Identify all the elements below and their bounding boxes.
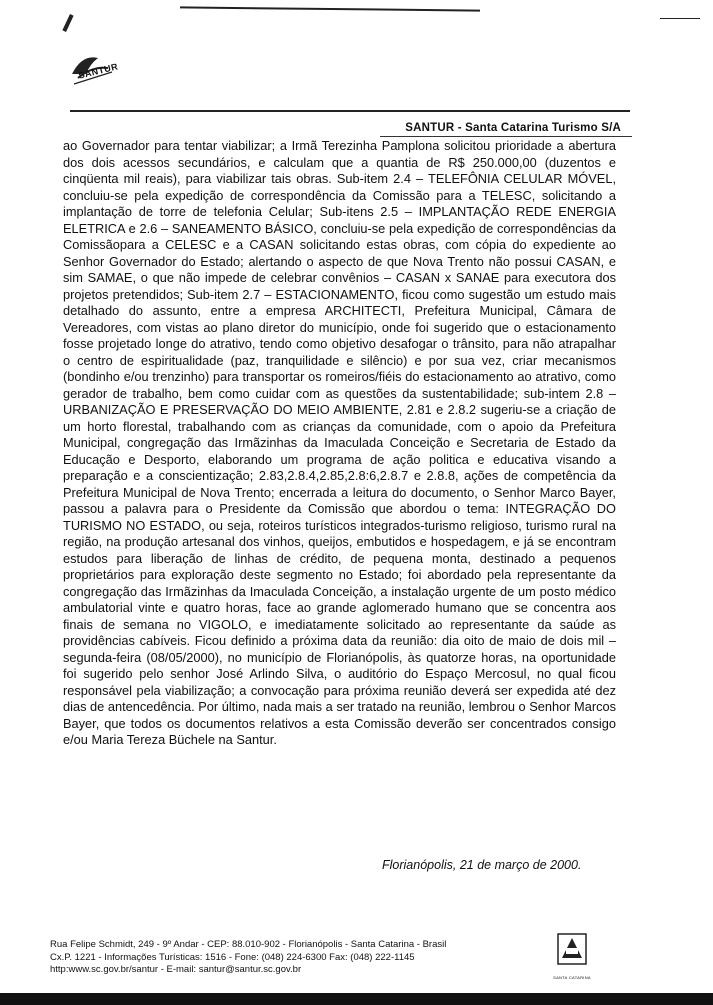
minutes-body <box>63 138 616 749</box>
logo-text: SANTUR <box>77 61 120 81</box>
footer-line-phone: Cx.P. 1221 - Informações Turísticas: 1516 - Fone: (048) 224-6300 Fax: (048) 222-1145 <box>50 951 415 963</box>
minutes-paragraph: ao Governador para tentar viabilizar; a Irmã Terezinha Pamplona solicitou prioridade a abertura dos dois acessos secundários, e calculam que a quantia de R$ 250.000,00 (duzentos e cinqüenta mil reais), para viabilizar tais obras. Sub-item 2.4 – TELEFÔNIA CELULAR MÓVEL, concluiu-se pela expedição de correspondência da Comissão para a TELESC, solicitando a implantação de torre de telefonia Celular; Sub-itens 2.5 – IMPLANTAÇÃO REDE ENERGIA ELETRICA e 2.6 – SANEAMENTO BÁSICO, concluiu-se pela expedição de correspondências da Comissãopara a CELESC e a CASAN solicitando estas obras, com cópia do expediente ao Senhor Governador do Estado; alertando o aspecto de que Nova Trento não possui CASAN, e sim SAMAE, o que não impede de celebrar convênios – CASAN x SANAE para executora dos projetos pretendidos; Sub-item 2.7 – ESTACIONAMENTO, ficou como sugestão um estudo mais detalhado do assunto, entre a empresa ARCHITECTI, Prefeitura Municipal, Câmara de Vereadores, com vistas ao plano diretor do município, onde foi sugerido que o estacionamento fosse projetado longe do atrativo, tendo como objetivo desafogar o trânsito, para não atrapalhar o centro de espiritualidade (paz, tranquilidade e silêncio) e por sua vez, criar mecanismos (bondinho e/ou trenzinho) para transportar os romeiros/fiéis do estacionamento ao atrativo, como gerador de trabalho, bem como cuidar com as questões da sustentabilidade; sub-intem 2.8 – URBANIZAÇÃO E PRESERVAÇÃO DO MEIO AMBIENTE, 2.81 e 2.8.2 sugeriu-se a criação de um horto florestal, trabalhando com as crianças da comunidade, com o apoio da Prefeitura Municipal, congregação das Irmãzinhas da Imaculada Conceição e Secretaria de Estado da Educação e Desporto, elaborando um programa de ação politica e educativa visando a preparação e a conscientização; 2.83,2.8.4,2.85,2.8:6,2.8.7 e 2.8.8, ações de competência da Prefeitura Municipal de Nova Trento; encerrada a leitura do documento, o Senhor Marco Bayer, passou a palavra para o Presidente da Comissão que abordou o tema: INTEGRAÇÃO DO TURISMO NO ESTADO, ou seja, roteiros turísticos integrados-turismo religioso, turismo rural na região, na produção artesanal dos vinhos, queijos, embutidos e hospedagem, e já se encontram estudos para liberação de linhas de crédito, de pequena monta, destinado a pequenos proprietários para exploração deste segmento no Estado; foi abordado pela representante da congregação das Irmãzinhas da Imaculada Conceição, a instalação urgente de um posto médico ambulatorial vinte e quatro horas, face ao grande aglomerado humano que se concentra aos finais de semana no VIGOLO, e imediatamente solicitado ao representante da saúde as providências cabíveis. Ficou definido a próxima data da reunião: dia oito de maio de dois mil – segunda-feira (08/05/2000), no município de Florianópolis, às quatorze horas, na oportunidade foi sugerido pelo senhor José Arlindo Silva, o auditório do Espaço Mercosul, no qual ficou responsável pela viabilização; a convocação para próxima reunião deverá ser expedida até dez dias de antencedência. Por último, nada mais a ser tratado na reunião, lembrou o Senhor Marcos Bayer, que todos os documentos relativos a esta Comissão deverão ser concentrados consigo e/ou Maria Tereza Büchele na Santur. <box>63 138 616 747</box>
emblem-caption: SANTA CATARINA <box>553 975 591 980</box>
date-signoff: Florianópolis, 21 de março de 2000. <box>382 858 582 872</box>
scan-mark-top-right <box>660 18 700 19</box>
scan-bottom-edge <box>0 993 713 1005</box>
footer-line-address: Rua Felipe Schmidt, 249 - 9º Andar - CEP: 88.010-902 - Florianópolis - Santa Catarina - Brasil <box>50 939 447 950</box>
org-header: SANTUR - Santa Catarina Turismo S/A <box>405 122 621 134</box>
scan-mark-top-left <box>62 14 73 32</box>
header-rule <box>70 110 630 112</box>
footer-line-web: http:www.sc.gov.br/santur - E-mail: santur@santur.sc.gov.br <box>50 964 302 975</box>
santur-logo <box>68 44 148 92</box>
header-underline <box>380 136 632 137</box>
state-emblem <box>552 930 592 982</box>
scan-mark-top <box>180 6 480 11</box>
state-emblem-icon <box>552 930 592 974</box>
footer-address <box>50 939 446 977</box>
